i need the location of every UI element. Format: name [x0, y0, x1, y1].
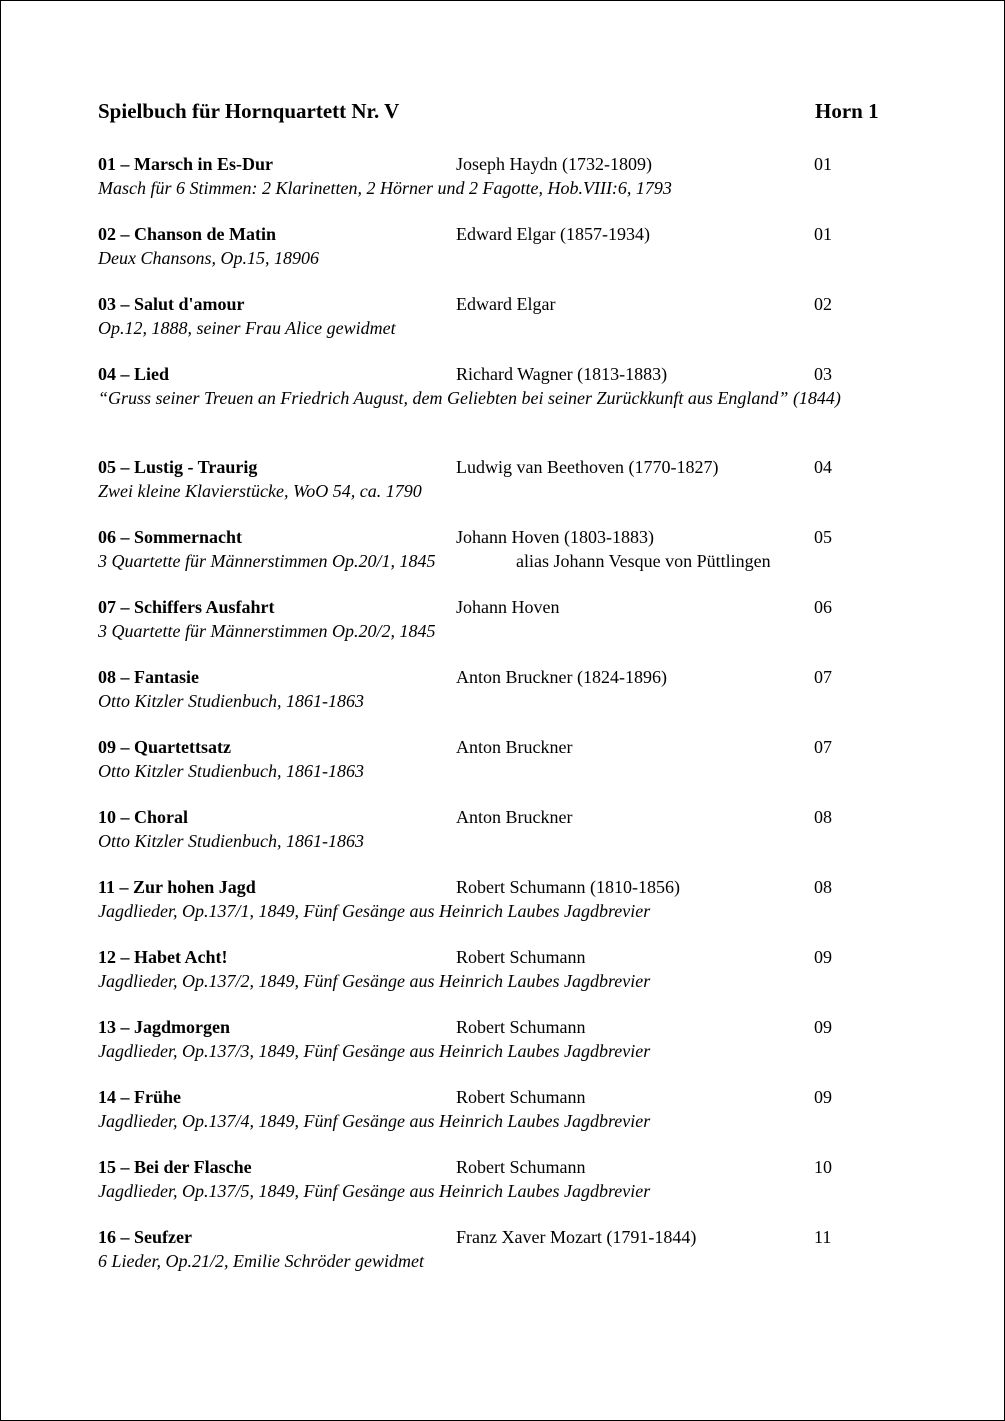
- contents-entry: [98, 735, 898, 783]
- page-number: 02: [814, 294, 832, 314]
- piece-title: 16 – Seufzer: [98, 1227, 192, 1247]
- contents-entry: [98, 805, 898, 853]
- page-number: 05: [814, 527, 832, 547]
- piece-title: 08 – Fantasie: [98, 667, 199, 687]
- piece-description: Zwei kleine Klavierstücke, WoO 54, ca. 1790: [98, 481, 422, 501]
- contents-entry: [98, 1155, 898, 1203]
- contents-entry: [98, 1225, 898, 1273]
- page-number: 06: [814, 597, 832, 617]
- piece-title: 06 – Sommernacht: [98, 527, 242, 547]
- piece-description: Op.12, 1888, seiner Frau Alice gewidmet: [98, 318, 396, 338]
- contents-entry: [98, 945, 898, 993]
- page-number: 09: [814, 1017, 832, 1037]
- composer: Robert Schumann: [456, 1157, 586, 1177]
- piece-title: 10 – Choral: [98, 807, 188, 827]
- piece-description: Masch für 6 Stimmen: 2 Klarinetten, 2 Hörner und 2 Fagotte, Hob.VIII:6, 1793: [98, 178, 672, 198]
- piece-title: 04 – Lied: [98, 364, 170, 384]
- composer: Franz Xaver Mozart (1791-1844): [456, 1227, 697, 1247]
- composer: Anton Bruckner: [456, 807, 573, 827]
- composer: Anton Bruckner (1824-1896): [456, 667, 667, 687]
- piece-title: 03 – Salut d'amour: [98, 294, 245, 314]
- page-number: 01: [814, 224, 832, 244]
- page-number: 09: [814, 947, 832, 967]
- composer: Robert Schumann: [456, 1017, 586, 1037]
- piece-title: 07 – Schiffers Ausfahrt: [98, 597, 275, 617]
- page-number: 03: [814, 364, 832, 384]
- piece-description: Jagdlieder, Op.137/4, 1849, Fünf Gesänge aus Heinrich Laubes Jagdbrevier: [98, 1111, 651, 1131]
- contents-entry: [98, 152, 898, 200]
- page-number: 09: [814, 1087, 832, 1107]
- contents-entry: [98, 525, 898, 573]
- piece-title: 02 – Chanson de Matin: [98, 224, 277, 244]
- composer: Richard Wagner (1813-1883): [456, 364, 668, 384]
- piece-title: 13 – Jagdmorgen: [98, 1017, 230, 1037]
- piece-title: 01 – Marsch in Es-Dur: [98, 154, 273, 174]
- composer: Anton Bruckner: [456, 737, 573, 757]
- book-title: Spielbuch für Hornquartett Nr. V: [98, 99, 400, 123]
- composer: Robert Schumann: [456, 947, 586, 967]
- contents-entry: [98, 292, 898, 340]
- piece-title: 15 – Bei der Flasche: [98, 1157, 252, 1177]
- contents-entry: [98, 222, 898, 270]
- composer: Robert Schumann (1810-1856): [456, 877, 680, 897]
- page-header: [98, 99, 898, 129]
- piece-description: “Gruss seiner Treuen an Friedrich August, dem Geliebten bei seiner Zurückkunft aus England” (1844): [98, 388, 841, 408]
- page-number: 08: [814, 807, 832, 827]
- piece-title: 14 – Frühe: [98, 1087, 181, 1107]
- composer: Edward Elgar: [456, 294, 556, 314]
- piece-title: 11 – Zur hohen Jagd: [98, 877, 256, 897]
- contents-entry: [98, 875, 898, 923]
- piece-description: Jagdlieder, Op.137/3, 1849, Fünf Gesänge aus Heinrich Laubes Jagdbrevier: [98, 1041, 651, 1061]
- instrument-part: Horn 1: [815, 99, 879, 123]
- piece-description: Jagdlieder, Op.137/5, 1849, Fünf Gesänge aus Heinrich Laubes Jagdbrevier: [98, 1181, 651, 1201]
- composer: Edward Elgar (1857-1934): [456, 224, 650, 244]
- piece-description: Otto Kitzler Studienbuch, 1861-1863: [98, 761, 364, 781]
- contents-entry: [98, 665, 898, 713]
- piece-description: 3 Quartette für Männerstimmen Op.20/2, 1845: [98, 621, 436, 641]
- contents-entry: [98, 1085, 898, 1133]
- composer: Johann Hoven (1803-1883): [456, 527, 654, 547]
- piece-title: 09 – Quartettsatz: [98, 737, 231, 757]
- contents-entry: [98, 362, 898, 410]
- piece-description: 3 Quartette für Männerstimmen Op.20/1, 1845: [98, 551, 436, 571]
- page-number: 10: [814, 1157, 832, 1177]
- piece-description: 6 Lieder, Op.21/2, Emilie Schröder gewidmet: [98, 1251, 424, 1271]
- page-number: 11: [814, 1227, 832, 1247]
- page-number: 07: [814, 667, 832, 687]
- page-number: 01: [814, 154, 832, 174]
- composer: Ludwig van Beethoven (1770-1827): [456, 457, 719, 477]
- composer: Joseph Haydn (1732-1809): [456, 154, 652, 174]
- piece-title: 12 – Habet Acht!: [98, 947, 228, 967]
- composer: Robert Schumann: [456, 1087, 586, 1107]
- piece-description: Jagdlieder, Op.137/1, 1849, Fünf Gesänge aus Heinrich Laubes Jagdbrevier: [98, 901, 651, 921]
- composer: Johann Hoven: [456, 597, 560, 617]
- contents-entry: [98, 1015, 898, 1063]
- page-number: 04: [814, 457, 832, 477]
- piece-description: Jagdlieder, Op.137/2, 1849, Fünf Gesänge aus Heinrich Laubes Jagdbrevier: [98, 971, 651, 991]
- page-number: 08: [814, 877, 832, 897]
- contents-entry: [98, 595, 898, 643]
- composer-alias-note: alias Johann Vesque von Püttlingen: [516, 551, 771, 571]
- page-number: 07: [814, 737, 832, 757]
- contents-entry: [98, 455, 898, 503]
- piece-description: Deux Chansons, Op.15, 18906: [98, 248, 319, 268]
- piece-description: Otto Kitzler Studienbuch, 1861-1863: [98, 831, 364, 851]
- piece-title: 05 – Lustig - Traurig: [98, 457, 258, 477]
- piece-description: Otto Kitzler Studienbuch, 1861-1863: [98, 691, 364, 711]
